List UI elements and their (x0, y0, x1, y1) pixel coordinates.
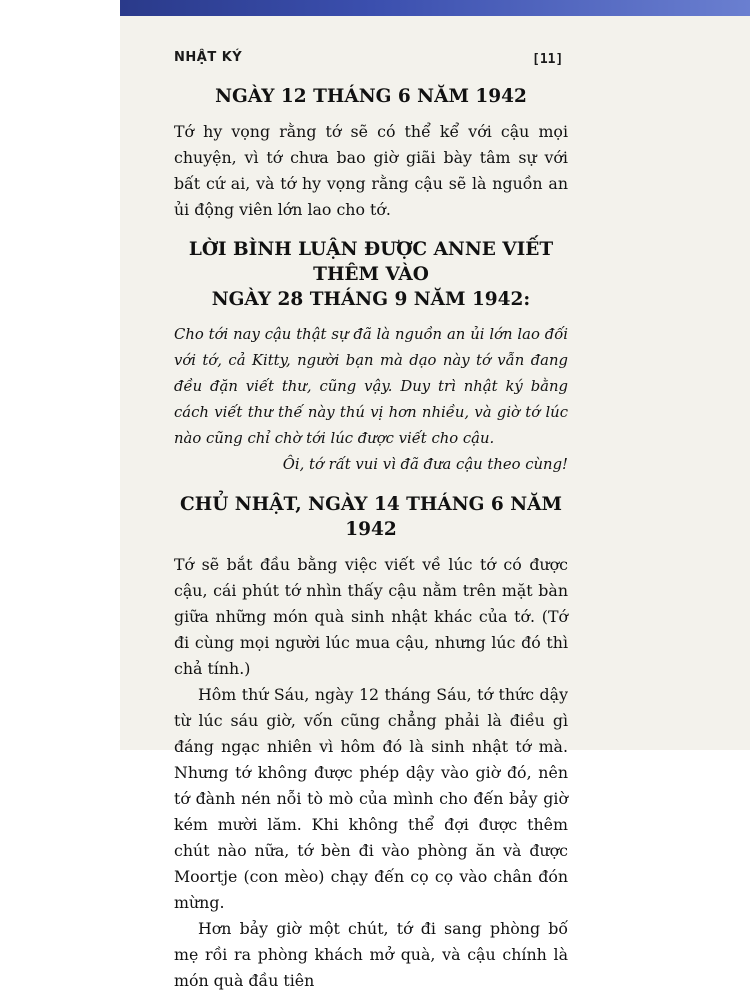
comment-heading (174, 237, 568, 312)
comment-heading-line-2: NGÀY 28 THÁNG 9 NĂM 1942: (211, 289, 531, 310)
comment-heading-line-1: LỜI BÌNH LUẬN ĐƯỢC ANNE VIẾT THÊM VÀO (188, 239, 554, 285)
page-number: [11] (532, 52, 564, 67)
entry-paragraph: Tớ sẽ bắt đầu bằng việc viết về lúc tớ có được cậu, cái phút tớ nhìn thấy cậu nằm trên mặt bàn giữa những món quà sinh nhật khác của tớ. (Tớ đi cùng mọi người lúc mua cậu, nhưng lúc đó thì chả tính.) (174, 555, 568, 678)
entry-paragraph: Tớ hy vọng rằng tớ sẽ có thể kể với cậu mọi chuyện, vì tớ chưa bao giờ giãi bày tâm sự với bất cứ ai, và tớ hy vọng rằng cậu sẽ là nguồn an ủi động viên lớn lao cho tớ. (174, 122, 568, 219)
entry-heading-june-12: NGÀY 12 THÁNG 6 NĂM 1942 (215, 86, 527, 107)
page-body (174, 84, 568, 994)
comment-body: Cho tới nay cậu thật sự đã là nguồn an ủi lớn lao đối với tớ, cả Kitty, người bạn mà dạo này tớ vẫn đang đều đặn viết thư, cũng vậy. Duy trì nhật ký bằng cách viết thư thế này thú vị hơn nhiều, và giờ tớ lúc nào cũng chỉ chờ tới lúc được viết cho cậu. (174, 326, 568, 447)
comment-closing: Ôi, tớ rất vui vì đã đưa cậu theo cùng! (282, 456, 568, 473)
book-cover-edge (120, 0, 750, 16)
entry-paragraph: Hơn bảy giờ một chút, tớ đi sang phòng bố mẹ rồi ra phòng khách mở quà, và cậu chính là món quà đầu tiên (174, 919, 568, 990)
entry-paragraph: Hôm thứ Sáu, ngày 12 tháng Sáu, tớ thức dậy từ lúc sáu giờ, vốn cũng chẳng phải là điều gì đáng ngạc nhiên vì hôm đó là sinh nhật tớ mà. Nhưng tớ không được phép dậy vào giờ đó, nên tớ đành nén nỗi tò mò của mình cho đến bảy giờ kém mười lăm. Khi không thể đợi được thêm chút nào nữa, tớ bèn đi vào phòng ăn và được Moortje (con mèo) chạy đến cọ cọ vào chân đón mừng. (174, 685, 568, 912)
running-header: NHẬT KÝ (174, 50, 243, 65)
entry-heading-june-14: CHỦ NHẬT, NGÀY 14 THÁNG 6 NĂM 1942 (180, 494, 562, 540)
